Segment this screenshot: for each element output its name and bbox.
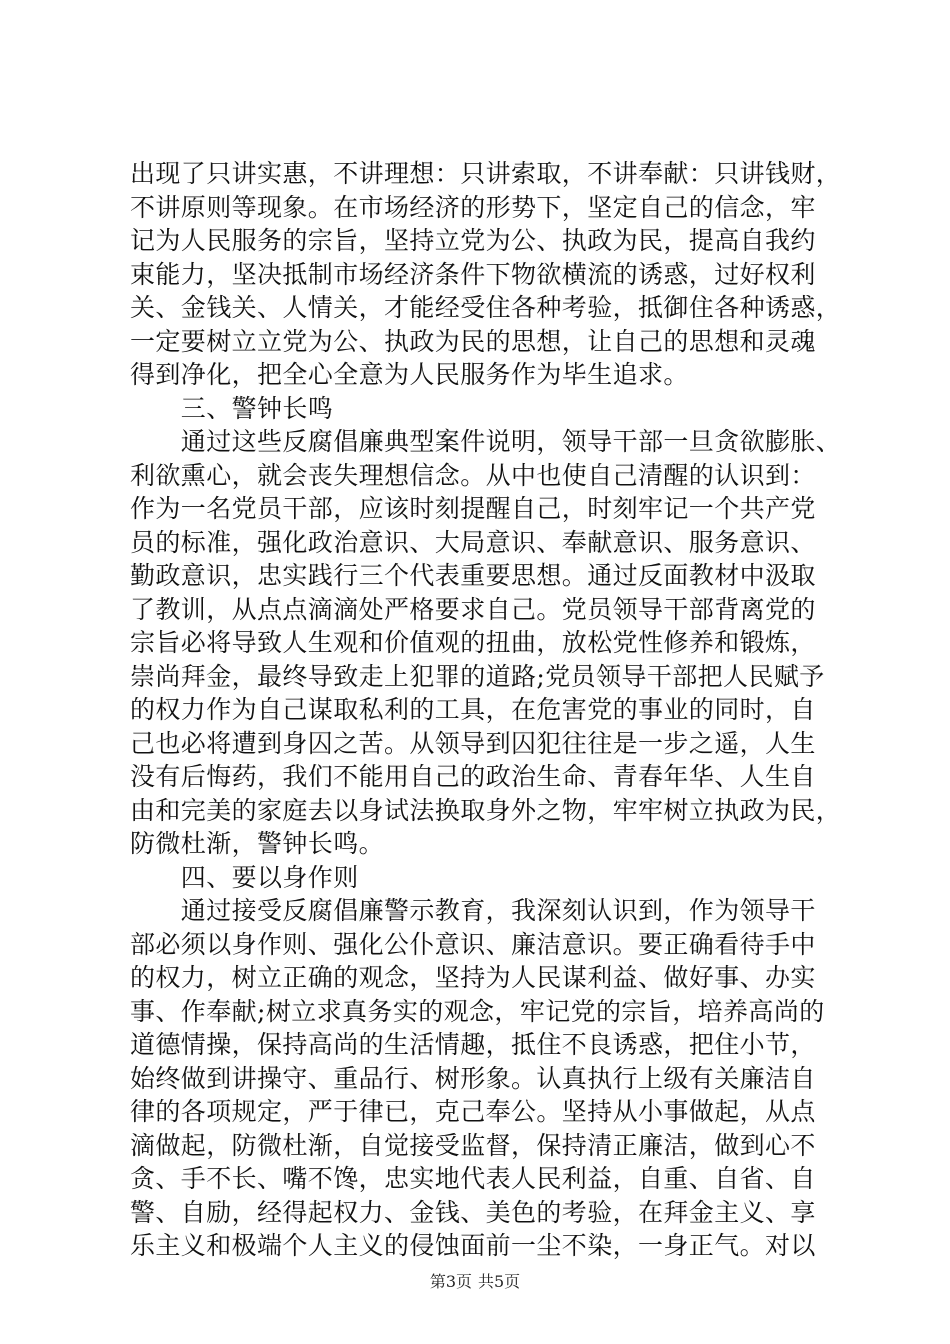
document-body [130, 157, 842, 1263]
section-heading-3: 三、警钟长鸣 [130, 393, 334, 423]
text-line: 一定要树立立党为公、执政为民的思想，让自己的思想和灵魂 [130, 326, 816, 356]
text-line: 崇尚拜金，最终导致走上犯罪的道路;党员领导干部把人民赋予 [130, 661, 825, 691]
text-line: 记为人民服务的宗旨，坚持立党为公、执政为民，提高自我约 [130, 226, 816, 255]
text-line: 了教训，从点点滴滴处严格要求自己。党员领导干部背离党的 [130, 594, 816, 624]
text-line: 始终做到讲操守、重品行、树形象。认真执行上级有关廉洁自 [130, 1063, 816, 1093]
text-line: 通过这些反腐倡廉典型案件说明，领导干部一旦贪欲膨胀、 [130, 427, 842, 456]
text-line: 滴做起，防微杜渐，自觉接受监督，保持清正廉洁，做到心不 [130, 1130, 816, 1160]
text-line: 出现了只讲实惠，不讲理想：只讲索取，不讲奉献：只讲钱财， [130, 159, 842, 188]
text-line: 束能力，坚决抵制市场经济条件下物欲横流的诱惑，过好权利 [130, 259, 816, 289]
text-line: 不讲原则等现象。在市场经济的形势下，坚定自己的信念，牢 [130, 192, 816, 222]
page-number: 第3页 [429, 1272, 472, 1291]
text-line: 道德情操，保持高尚的生活情趣，抵住不良诱惑，把住小节， [130, 1030, 816, 1059]
text-line: 的权力，树立正确的观念，坚持为人民谋利益、做好事、办实 [130, 963, 816, 992]
page-footer [0, 1272, 950, 1292]
text-line: 的权力作为自己谋取私利的工具，在危害党的事业的同时，自 [130, 695, 816, 724]
text-line: 警、自励，经得起权力、金钱、美色的考验，在拜金主义、享 [130, 1197, 816, 1227]
text-line: 勤政意识，忠实践行三个代表重要思想。通过反面教材中汲取 [130, 561, 816, 590]
text-line: 通过接受反腐倡廉警示教育，我深刻认识到，作为领导干 [130, 896, 816, 925]
text-line: 贪、手不长、嘴不馋，忠实地代表人民利益，自重、自省、自 [130, 1164, 816, 1193]
text-line: 员的标准，强化政治意识、大局意识、奉献意识、服务意识、 [130, 527, 816, 557]
text-line: 没有后悔药，我们不能用自己的政治生命、青春年华、人生自 [130, 762, 816, 791]
page-total: 共5页 [478, 1272, 521, 1291]
text-line: 防微杜渐，警钟长鸣。 [130, 829, 385, 858]
text-line: 乐主义和极端个人主义的侵蚀面前一尘不染，一身正气。对以 [130, 1231, 816, 1260]
text-line: 关、金钱关、人情关，才能经受住各种考验，抵御住各种诱惑， [130, 293, 842, 322]
text-line: 得到净化，把全心全意为人民服务作为毕生追求。 [130, 360, 689, 389]
text-line: 律的各项规定，严于律已，克己奉公。坚持从小事做起，从点 [130, 1097, 816, 1126]
section-heading-4: 四、要以身作则 [130, 862, 359, 892]
text-line: 利欲熏心，就会丧失理想信念。从中也使自己清醒的认识到： [130, 460, 816, 490]
text-line: 作为一名党员干部，应该时刻提醒自己，时刻牢记一个共产党 [130, 494, 816, 523]
text-line: 事、作奉献;树立求真务实的观念，牢记党的宗旨，培养高尚的 [130, 996, 825, 1026]
text-line: 由和完美的家庭去以身试法换取身外之物，牢牢树立执政为民， [130, 795, 842, 825]
text-line: 部必须以身作则、强化公仆意识、廉洁意识。要正确看待手中 [130, 929, 816, 959]
text-line: 宗旨必将导致人生观和价值观的扭曲，放松党性修养和锻炼， [130, 628, 816, 657]
text-line: 己也必将遭到身囚之苦。从领导到囚犯往往是一步之遥，人生 [130, 728, 816, 758]
